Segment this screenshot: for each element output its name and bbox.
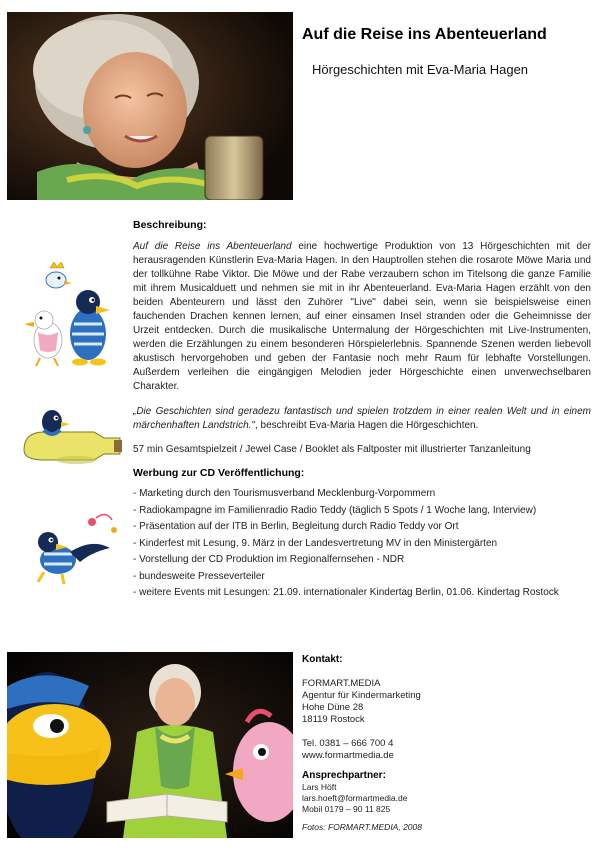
company-website[interactable]: www.formartmedia.de	[302, 750, 394, 761]
company-city: 18119 Rostock	[302, 714, 365, 725]
list-item: - Marketing durch den Tourismusverband Mecklenburg-Vorpommern	[133, 488, 436, 499]
raven-flying-illustration	[18, 508, 128, 598]
contact-person-name: Lars Höft	[302, 782, 337, 792]
company-phone: Tel. 0381 – 666 700 4	[302, 738, 394, 749]
list-item: - Vorstellung der CD Produktion im Regionalfernsehen - NDR	[133, 554, 405, 565]
contact-person-heading: Ansprechpartner:	[302, 770, 386, 781]
advertising-heading: Werbung zur CD Veröffentlichung:	[133, 467, 305, 479]
seagull-raven-illustration	[14, 262, 114, 372]
contact-person-mobile: Mobil 0179 – 90 11 825	[302, 804, 391, 814]
product-info: 57 min Gesamtspielzeit / Jewel Case / Booklet als Faltposter mit illustrierter Tanzanleitung	[133, 444, 531, 455]
main-content	[133, 218, 591, 603]
contact-person-email[interactable]: lars.hoeft@formartmedia.de	[302, 793, 408, 803]
advertising-list	[133, 487, 591, 600]
contact-heading: Kontakt:	[302, 654, 343, 665]
reading-photo-art	[7, 652, 293, 838]
list-item: - Kinderfest mit Lesung, 9. März in der Landesvertretung MV in den Ministergärten	[133, 537, 498, 549]
quote-paragraph	[133, 405, 591, 433]
portrait-photo-art	[7, 12, 293, 200]
quote-suffix: , beschreibt Eva-Maria Hagen die Hörgeschichten.	[254, 420, 479, 431]
page-subtitle: Hörgeschichten mit Eva-Maria Hagen	[312, 62, 529, 77]
list-item: - bundesweite Presseverteiler	[133, 570, 265, 582]
company-name: FORMART.MEDIA	[302, 678, 381, 689]
description-lead: Auf die Reise ins Abenteuerland	[133, 241, 292, 252]
bottle-illustration	[18, 400, 128, 480]
contact-block	[302, 654, 594, 833]
description-heading: Beschreibung:	[133, 219, 207, 231]
portrait-photo	[7, 12, 293, 200]
list-item: - weitere Events mit Lesungen: 21.09. internationaler Kindertag Berlin, 01.06. Kindertag Rostock	[133, 587, 559, 598]
page-title: Auf die Reise ins Abenteuerland	[302, 26, 547, 43]
photo-credit: Fotos: FORMART.MEDIA, 2008	[302, 822, 422, 832]
company-street: Hohe Düne 28	[302, 702, 364, 713]
description-body: eine hochwertige Produktion von 13 Hörgeschichten mit der herausragenden Künstlerin Eva-Maria Hagen. In den Hauptrollen stehen die rosarote Möwe Maria und der tollkühne Rabe Viktor. Die Möwe und der Rabe verzaubern schon im Titelsong die ganze Familie mit ihrem Musicalduett und nehmen sie mit in ihr Abenteuerland. Eva-Maria Hagen erzählt von den beiden Abenteurern und lässt den Zuhörer "Live" dabei sein, wenn sie beispielsweise einen fauchenden Drachen kennen lernen, auf einer einsamen Insel stranden oder die Geheimnisse der Urzeit entdecken. Durch die musikalische Untermalung der Hörgeschichten mit Live-Instrumenten, werden die Erzählungen zu einem besonderen Hörspielerlebnis. Spannende Szenen werden liebevoll akustisch hervorgehoben und geben der Fantasie noch mehr Raum für lebhafte Vorstellungen. Außerdem verleihen die eingängigen Melodien jeder Hörgeschichte einen unverwechselbaren Charakter.	[133, 241, 592, 392]
quote-text: „Die Geschichten sind geradezu fantastisch und spielen trotzdem in einer realen Welt und in einem märchenhaften Landstrich."	[133, 406, 591, 431]
reading-photo	[7, 652, 293, 838]
list-item: - Radiokampagne im Familienradio Radio Teddy (täglich 5 Spots / 1 Woche lang, Interview)	[133, 504, 537, 516]
list-item: - Präsentation auf der ITB in Berlin, Begleitung durch Radio Teddy vor Ort	[133, 521, 459, 532]
company-tagline: Agentur für Kindermarketing	[302, 690, 421, 701]
description-paragraph	[133, 240, 591, 394]
